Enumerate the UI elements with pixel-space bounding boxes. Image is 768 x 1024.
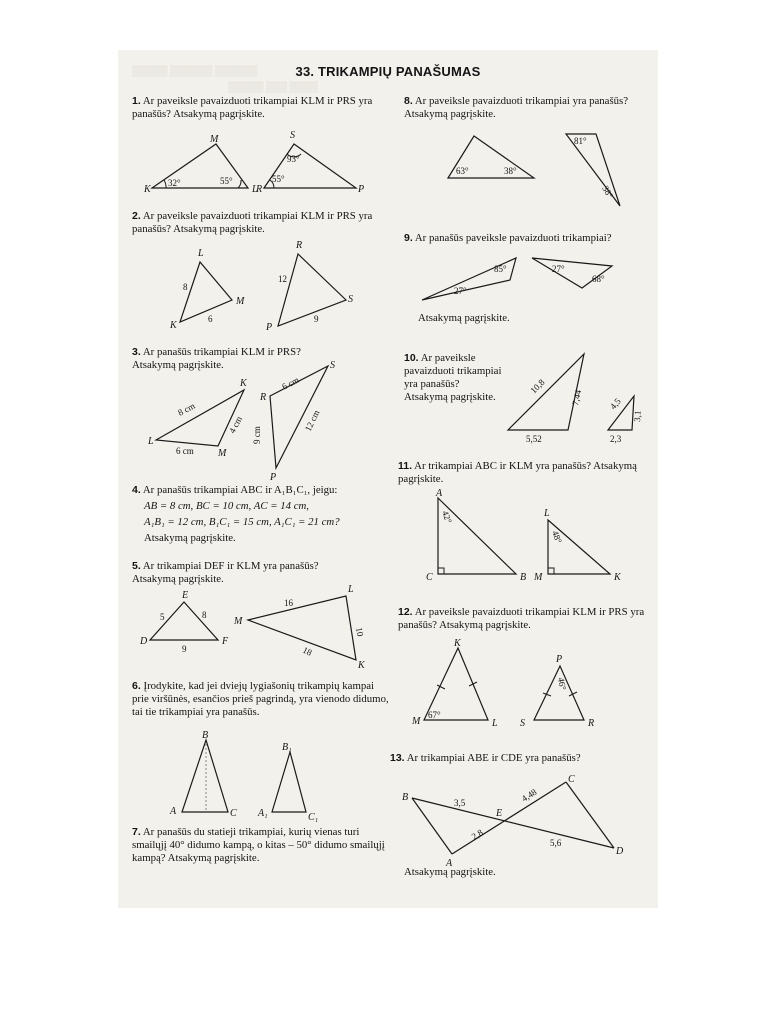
vertex-label: A bbox=[446, 858, 453, 869]
figure-q3 bbox=[146, 362, 356, 482]
question-12 bbox=[398, 606, 658, 632]
question-6 bbox=[132, 680, 390, 719]
question-number: 9. bbox=[404, 232, 413, 244]
question-text: Ar paveiksle pavaizduoti trikampiai KLM ir PRS yra panašūs? Atsakymą pagrįskite. bbox=[132, 95, 373, 120]
vertex-label: S bbox=[520, 718, 525, 729]
vertex-label: B bbox=[402, 792, 409, 803]
vertex-label: A₁ bbox=[258, 808, 268, 819]
bleed-through-text: ▒▒▒▒▒ ▒▒▒▒▒▒ ▒▒▒▒▒▒ bbox=[132, 66, 258, 77]
q4-condition-line-2: A₁B₁ = 12 cm, B₁C₁ = 15 cm, A₁C₁ = 21 cm? bbox=[144, 516, 340, 528]
figure-q1 bbox=[144, 130, 374, 198]
side-label: 5,6 bbox=[550, 838, 562, 848]
question-number: 12. bbox=[398, 606, 413, 618]
side-label: 10 bbox=[354, 626, 366, 638]
question-4 bbox=[132, 484, 394, 497]
question-number: 1. bbox=[132, 95, 141, 107]
vertex-label: K bbox=[170, 320, 177, 331]
angle-label: 68° bbox=[592, 274, 605, 284]
angle-label: 38° bbox=[600, 184, 616, 200]
vertex-label: L bbox=[348, 584, 354, 595]
question-number: 6. bbox=[132, 680, 141, 692]
figure-q13 bbox=[400, 772, 636, 869]
question-2 bbox=[132, 210, 394, 236]
question-text: Ar trikampiai ABE ir CDE yra panašūs? bbox=[406, 752, 581, 764]
figure-q5 bbox=[138, 584, 378, 670]
vertex-label: L bbox=[198, 248, 204, 259]
question-9 bbox=[404, 232, 658, 245]
side-label: 6 cm bbox=[176, 446, 194, 456]
vertex-label: P bbox=[358, 184, 365, 195]
vertex-label: C bbox=[230, 808, 237, 819]
side-label: 10,8 bbox=[528, 377, 547, 396]
vertex-label: F bbox=[222, 636, 229, 647]
angle-label: 48° bbox=[550, 529, 564, 545]
question-text: Ar panašūs paveiksle pavaizduoti trikampiai? bbox=[414, 232, 612, 244]
vertex-label: L bbox=[252, 184, 258, 195]
side-label: 12 bbox=[278, 274, 287, 284]
vertex-label: M bbox=[412, 716, 421, 727]
question-5 bbox=[132, 560, 342, 586]
question-11 bbox=[398, 460, 658, 486]
angle-label: 93° bbox=[287, 154, 300, 164]
question-number: 5. bbox=[132, 560, 141, 572]
question-1 bbox=[132, 95, 394, 121]
side-label: 6 cm bbox=[280, 374, 301, 392]
vertex-label: K bbox=[240, 378, 247, 389]
vertex-label: R bbox=[260, 392, 267, 403]
vertex-label: E bbox=[496, 808, 503, 819]
question-number: 13. bbox=[390, 752, 405, 764]
vertex-label: E bbox=[182, 590, 189, 601]
side-label: 8 bbox=[202, 610, 207, 620]
bleed-through-text: ▒▒▒▒▒ ▒▒▒ ▒▒▒▒ bbox=[228, 82, 319, 93]
vertex-label: D bbox=[616, 846, 624, 857]
vertex-label: R bbox=[588, 718, 595, 729]
vertex-label: R bbox=[296, 240, 303, 251]
question-text: Ar panašūs du statieji trikampiai, kurių vienas turi smailųjį 40° didumo kampą, o kitas – 50° didumo smailųjį kampą? Atsakymą pagrįskite. bbox=[132, 826, 385, 864]
side-label: 4,48 bbox=[519, 786, 539, 804]
question-text: Ar trikampiai ABC ir KLM yra panašūs? Atsakymą pagrįskite. bbox=[398, 460, 637, 485]
side-label: 2,8 bbox=[469, 827, 485, 842]
angle-label: 81° bbox=[574, 136, 587, 146]
angle-label: 27° bbox=[552, 264, 565, 274]
vertex-label: K bbox=[358, 660, 365, 671]
angle-label: 38° bbox=[504, 166, 517, 176]
question-text: Ar paveiksle pavaizduoti trikampiai yra panašūs? Atsakymą pagrįskite. bbox=[404, 352, 502, 403]
question-text: Ar panašūs trikampiai KLM ir PRS? Atsakymą pagrįskite. bbox=[132, 346, 301, 371]
vertex-label: R bbox=[256, 184, 263, 195]
vertex-label: L bbox=[492, 718, 498, 729]
question-text: Ar trikampiai DEF ir KLM yra panašūs? Atsakymą pagrįskite. bbox=[132, 560, 319, 585]
question-number: 3. bbox=[132, 346, 141, 358]
side-label: 4,5 bbox=[607, 396, 623, 412]
angle-label: 85° bbox=[494, 264, 507, 274]
question-text: Ar paveiksle pavaizduoti trikampiai KLM ir PRS yra panašūs? Atsakymą pagrįskite. bbox=[398, 606, 645, 631]
side-label: 2,3 bbox=[610, 434, 622, 444]
question-number: 2. bbox=[132, 210, 141, 222]
q13-answer-prompt: Atsakymą pagrįskite. bbox=[404, 866, 496, 878]
vertex-label: C bbox=[568, 774, 575, 785]
angle-label: 63° bbox=[456, 166, 469, 176]
vertex-label: M bbox=[236, 296, 245, 307]
vertex-label: S bbox=[330, 360, 335, 371]
vertex-label: B bbox=[520, 572, 527, 583]
vertex-label: K bbox=[144, 184, 151, 195]
angle-label: 55° bbox=[272, 174, 285, 184]
question-number: 11. bbox=[398, 460, 413, 472]
vertex-label: D bbox=[140, 636, 148, 647]
worksheet-page bbox=[118, 50, 658, 908]
vertex-label: M bbox=[234, 616, 243, 627]
question-text: Įrodykite, kad jei dviejų lygiašonių trikampių kampai prie viršūnės, esančios prieš pagrindą, yra vienodo didumo, tai tie trikampiai yra panašūs. bbox=[132, 680, 389, 718]
figure-q10 bbox=[504, 350, 650, 446]
side-label: 5 bbox=[160, 612, 165, 622]
question-number: 8. bbox=[404, 95, 413, 107]
side-label: 3,5 bbox=[454, 798, 466, 808]
side-label: 4 cm bbox=[226, 414, 245, 435]
vertex-label: C₁ bbox=[308, 812, 319, 823]
figure-q9 bbox=[418, 252, 628, 306]
vertex-label: P bbox=[270, 472, 277, 483]
vertex-label: S bbox=[290, 130, 295, 141]
vertex-label: K bbox=[614, 572, 621, 583]
question-text: Ar paveiksle pavaizduoti trikampiai yra panašūs? Atsakymą pagrįskite. bbox=[404, 95, 629, 120]
angle-label: 46° bbox=[556, 676, 569, 691]
angle-label: 67° bbox=[428, 710, 441, 720]
angle-label: 55° bbox=[220, 176, 233, 186]
side-label: 3,1 bbox=[632, 410, 643, 423]
side-label: 12 cm bbox=[302, 408, 322, 433]
figure-q11 bbox=[418, 490, 638, 586]
vertex-label: B₁ bbox=[282, 742, 292, 753]
q4-answer-prompt: Atsakymą pagrįskite. bbox=[144, 532, 236, 544]
vertex-label: L bbox=[148, 436, 154, 447]
side-label: 9 bbox=[314, 314, 319, 324]
figure-q2 bbox=[166, 242, 366, 334]
vertex-label: K bbox=[454, 638, 461, 649]
figure-q6 bbox=[168, 730, 348, 822]
question-7 bbox=[132, 826, 394, 865]
question-10 bbox=[404, 352, 504, 404]
vertex-label: P bbox=[556, 654, 563, 665]
question-13 bbox=[390, 752, 650, 765]
side-label: 8 cm bbox=[176, 400, 197, 418]
vertex-label: A bbox=[170, 806, 177, 817]
vertex-label: M bbox=[218, 448, 227, 459]
question-number: 10. bbox=[404, 352, 419, 364]
question-text: Ar panašūs trikampiai ABC ir A₁B₁C₁, jeigu: bbox=[142, 484, 338, 496]
vertex-label: M bbox=[534, 572, 543, 583]
question-number: 4. bbox=[132, 484, 141, 496]
vertex-label: L bbox=[544, 508, 550, 519]
figure-q12 bbox=[408, 638, 628, 734]
side-label: 9 bbox=[182, 644, 187, 654]
page-title: 33. TRIKAMPIŲ PANAŠUMAS bbox=[295, 64, 481, 79]
side-label: 16 bbox=[284, 598, 293, 608]
side-label: 9 cm bbox=[252, 426, 262, 444]
side-label: 8 bbox=[183, 282, 188, 292]
angle-label: 42° bbox=[440, 509, 454, 525]
vertex-label: A bbox=[436, 488, 443, 499]
vertex-label: S bbox=[348, 294, 353, 305]
q4-condition-line-1: AB = 8 cm, BC = 10 cm, AC = 14 cm, bbox=[144, 500, 309, 512]
vertex-label: C bbox=[426, 572, 433, 583]
angle-label: 32° bbox=[168, 178, 181, 188]
vertex-label: M bbox=[210, 134, 219, 145]
side-label: 7,44 bbox=[570, 388, 584, 407]
question-number: 7. bbox=[132, 826, 141, 838]
vertex-label: B bbox=[202, 730, 209, 741]
question-8 bbox=[404, 95, 658, 121]
side-label: 6 bbox=[208, 314, 213, 324]
side-label: 18 bbox=[301, 644, 314, 658]
vertex-label: P bbox=[266, 322, 273, 333]
question-text: Ar paveiksle pavaizduoti trikampiai KLM ir PRS yra panašūs? Atsakymą pagrįskite. bbox=[132, 210, 373, 235]
side-label: 5,52 bbox=[526, 434, 542, 444]
figure-q8 bbox=[444, 126, 634, 210]
angle-label: 27° bbox=[454, 286, 467, 296]
q9-answer-prompt: Atsakymą pagrįskite. bbox=[418, 312, 510, 324]
